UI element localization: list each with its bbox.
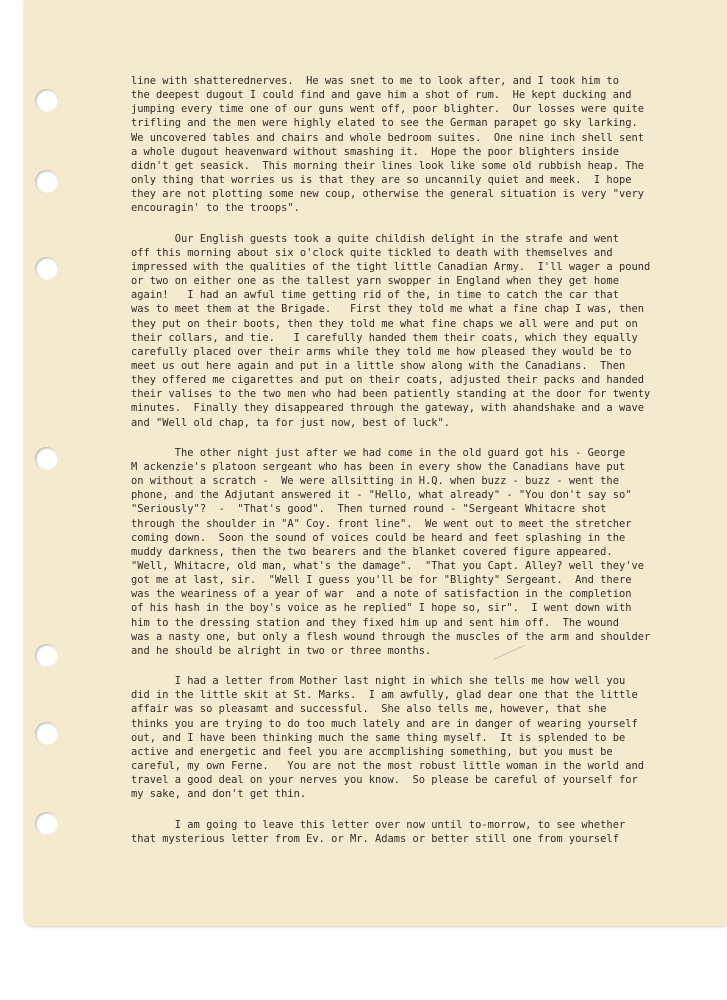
text-line: meet us out here again and put in a little show along with the Canadians. Then	[131, 359, 626, 372]
letter-paragraph	[131, 74, 711, 216]
text-line: they are not plotting some new coup, otherwise the general situation is very "very	[131, 188, 644, 201]
text-line: didn't get seasick. This morning their lines look like some old rubbish heap. The	[131, 159, 644, 172]
text-line: affair was so pleasamt and successful. She also tells me, however, that she	[131, 703, 607, 716]
letter-body	[131, 74, 711, 862]
text-line: jumping every time one of our guns went off, poor blighter. Our losses were quite	[131, 103, 644, 116]
text-line: Our English guests took a quite childish delight in the strafe and went	[131, 232, 619, 245]
text-line: coming down. Soon the sound of voices could be heard and feet splashing in the	[131, 531, 626, 544]
text-line: I am going to leave this letter over now until to-morrow, to see whether	[131, 818, 626, 831]
text-line: my sake, and don't get thin.	[131, 788, 307, 801]
text-line: The other night just after we had come in the old guard got his - George	[131, 446, 626, 459]
text-line: careful, my own Ferne. You are not the most robust little woman in the world and	[131, 760, 644, 773]
text-line: the deepest dugout I could find and gave him a shot of rum. He kept ducking and	[131, 89, 632, 102]
text-line: again! I had an awful time getting rid of the, in time to catch the car that	[131, 289, 619, 302]
text-line: got me at last, sir. "Well I guess you'll be for "Blighty" Sergeant. And there	[131, 574, 632, 587]
binder-hole	[35, 170, 58, 193]
text-line: muddy darkness, then the two bearers and the blanket covered figure appeared.	[131, 545, 613, 558]
text-line: they offered me cigarettes and put on their coats, adjusted their packs and handed	[131, 374, 644, 387]
text-line: out, and I have been thinking much the same thing myself. It is splended to be	[131, 731, 626, 744]
text-line: and "Well old chap, ta for just now, best of luck".	[131, 416, 451, 429]
text-line: We uncovered tables and chairs and whole bedroom suites. One nine inch shell sent	[131, 131, 644, 144]
letter-paragraph	[131, 818, 711, 846]
text-line: "Well, Whitacre, old man, what's the damage". "That you Capt. Alley? well they've	[131, 560, 644, 572]
text-line: a whole dugout heavenward without smashing it. Hope the poor blighters inside	[131, 145, 619, 158]
binder-hole	[35, 644, 58, 667]
text-line: M ackenzie's platoon sergeant who has been in every show the Canadians have put	[131, 460, 626, 473]
text-line: of his hash in the boy's voice as he replied" I hope so, sir". I went down with	[131, 602, 632, 615]
text-line: line with shatterednerves. He was snet to me to look after, and I took him to	[131, 75, 619, 87]
text-line: on without a scratch - We were allsitting in H.Q. when buzz - buzz - went the	[131, 475, 619, 488]
text-line: their collars, and tie. I carefully handed them their coats, which they equally	[131, 331, 638, 344]
text-line: was to meet them at the Brigade. First they told me what a fine chap I was, then	[131, 303, 644, 316]
text-line: "Seriously"? - "That's good". Then turned round - "Sergeant Whitacre shot	[131, 503, 607, 516]
letter-paragraph	[131, 232, 711, 430]
text-line: impressed with the qualities of the tight little Canadian Army. I'll wager a pound	[131, 260, 651, 273]
text-line: minutes. Finally they disappeared through the gateway, with ahandshake and a wave	[131, 402, 644, 415]
letter-paragraph	[131, 446, 711, 658]
text-line: was a nasty one, but only a flesh wound through the muscles of the arm and shoulder	[131, 630, 651, 643]
letter-paragraph	[131, 674, 711, 801]
text-line: off this morning about six o'clock quite tickled to death with themselves and	[131, 246, 613, 259]
text-line: was the weariness of a year of war and a note of satisfaction in the completion	[131, 588, 632, 601]
text-line: that mysterious letter from Ev. or Mr. Adams or better still one from yourself	[131, 832, 619, 845]
text-line: phone, and the Adjutant answered it - "Hello, what already" - "You don't say so"	[131, 489, 632, 502]
text-line: they put on their boots, then they told me what fine chaps we all were and put on	[131, 317, 638, 330]
text-line: trifling and the men were highly elated to see the German parapet go sky larking.	[131, 117, 638, 130]
text-line: encouragin' to the troops".	[131, 202, 300, 215]
text-line: I had a letter from Mother last night in which she tells me how well you	[131, 675, 626, 688]
binder-hole	[35, 722, 58, 745]
binder-hole	[35, 257, 58, 280]
text-line: thinks you are trying to do too much lately and are in danger of wearing yourself	[131, 717, 638, 730]
binder-hole	[35, 812, 58, 835]
text-line: did in the little skit at St. Marks. I am awfully, glad dear one that the little	[131, 689, 638, 702]
text-line: and he should be alright in two or three months.	[131, 644, 432, 657]
text-line: travel a good deal on your nerves you know. So please be careful of yourself for	[131, 774, 638, 787]
text-line: only thing that worries us is that they are so uncannily quiet and meek. I hope	[131, 174, 632, 187]
binder-hole	[35, 89, 58, 112]
binder-hole	[35, 447, 58, 470]
text-line: carefully placed over their arms while they told me how pleased they would be to	[131, 345, 632, 358]
text-line: through the shoulder in "A" Coy. front line". We went out to meet the stretcher	[131, 517, 632, 530]
text-line: active and energetic and feel you are accmplishing something, but you must be	[131, 745, 613, 758]
text-line: him to the dressing station and they fixed him up and sent him off. The wound	[131, 616, 619, 629]
text-line: their valises to the two men who had been patiently standing at the door for twenty	[131, 388, 651, 401]
text-line: or two on either one as the tallest yarn swopper in England when they get home	[131, 275, 619, 288]
